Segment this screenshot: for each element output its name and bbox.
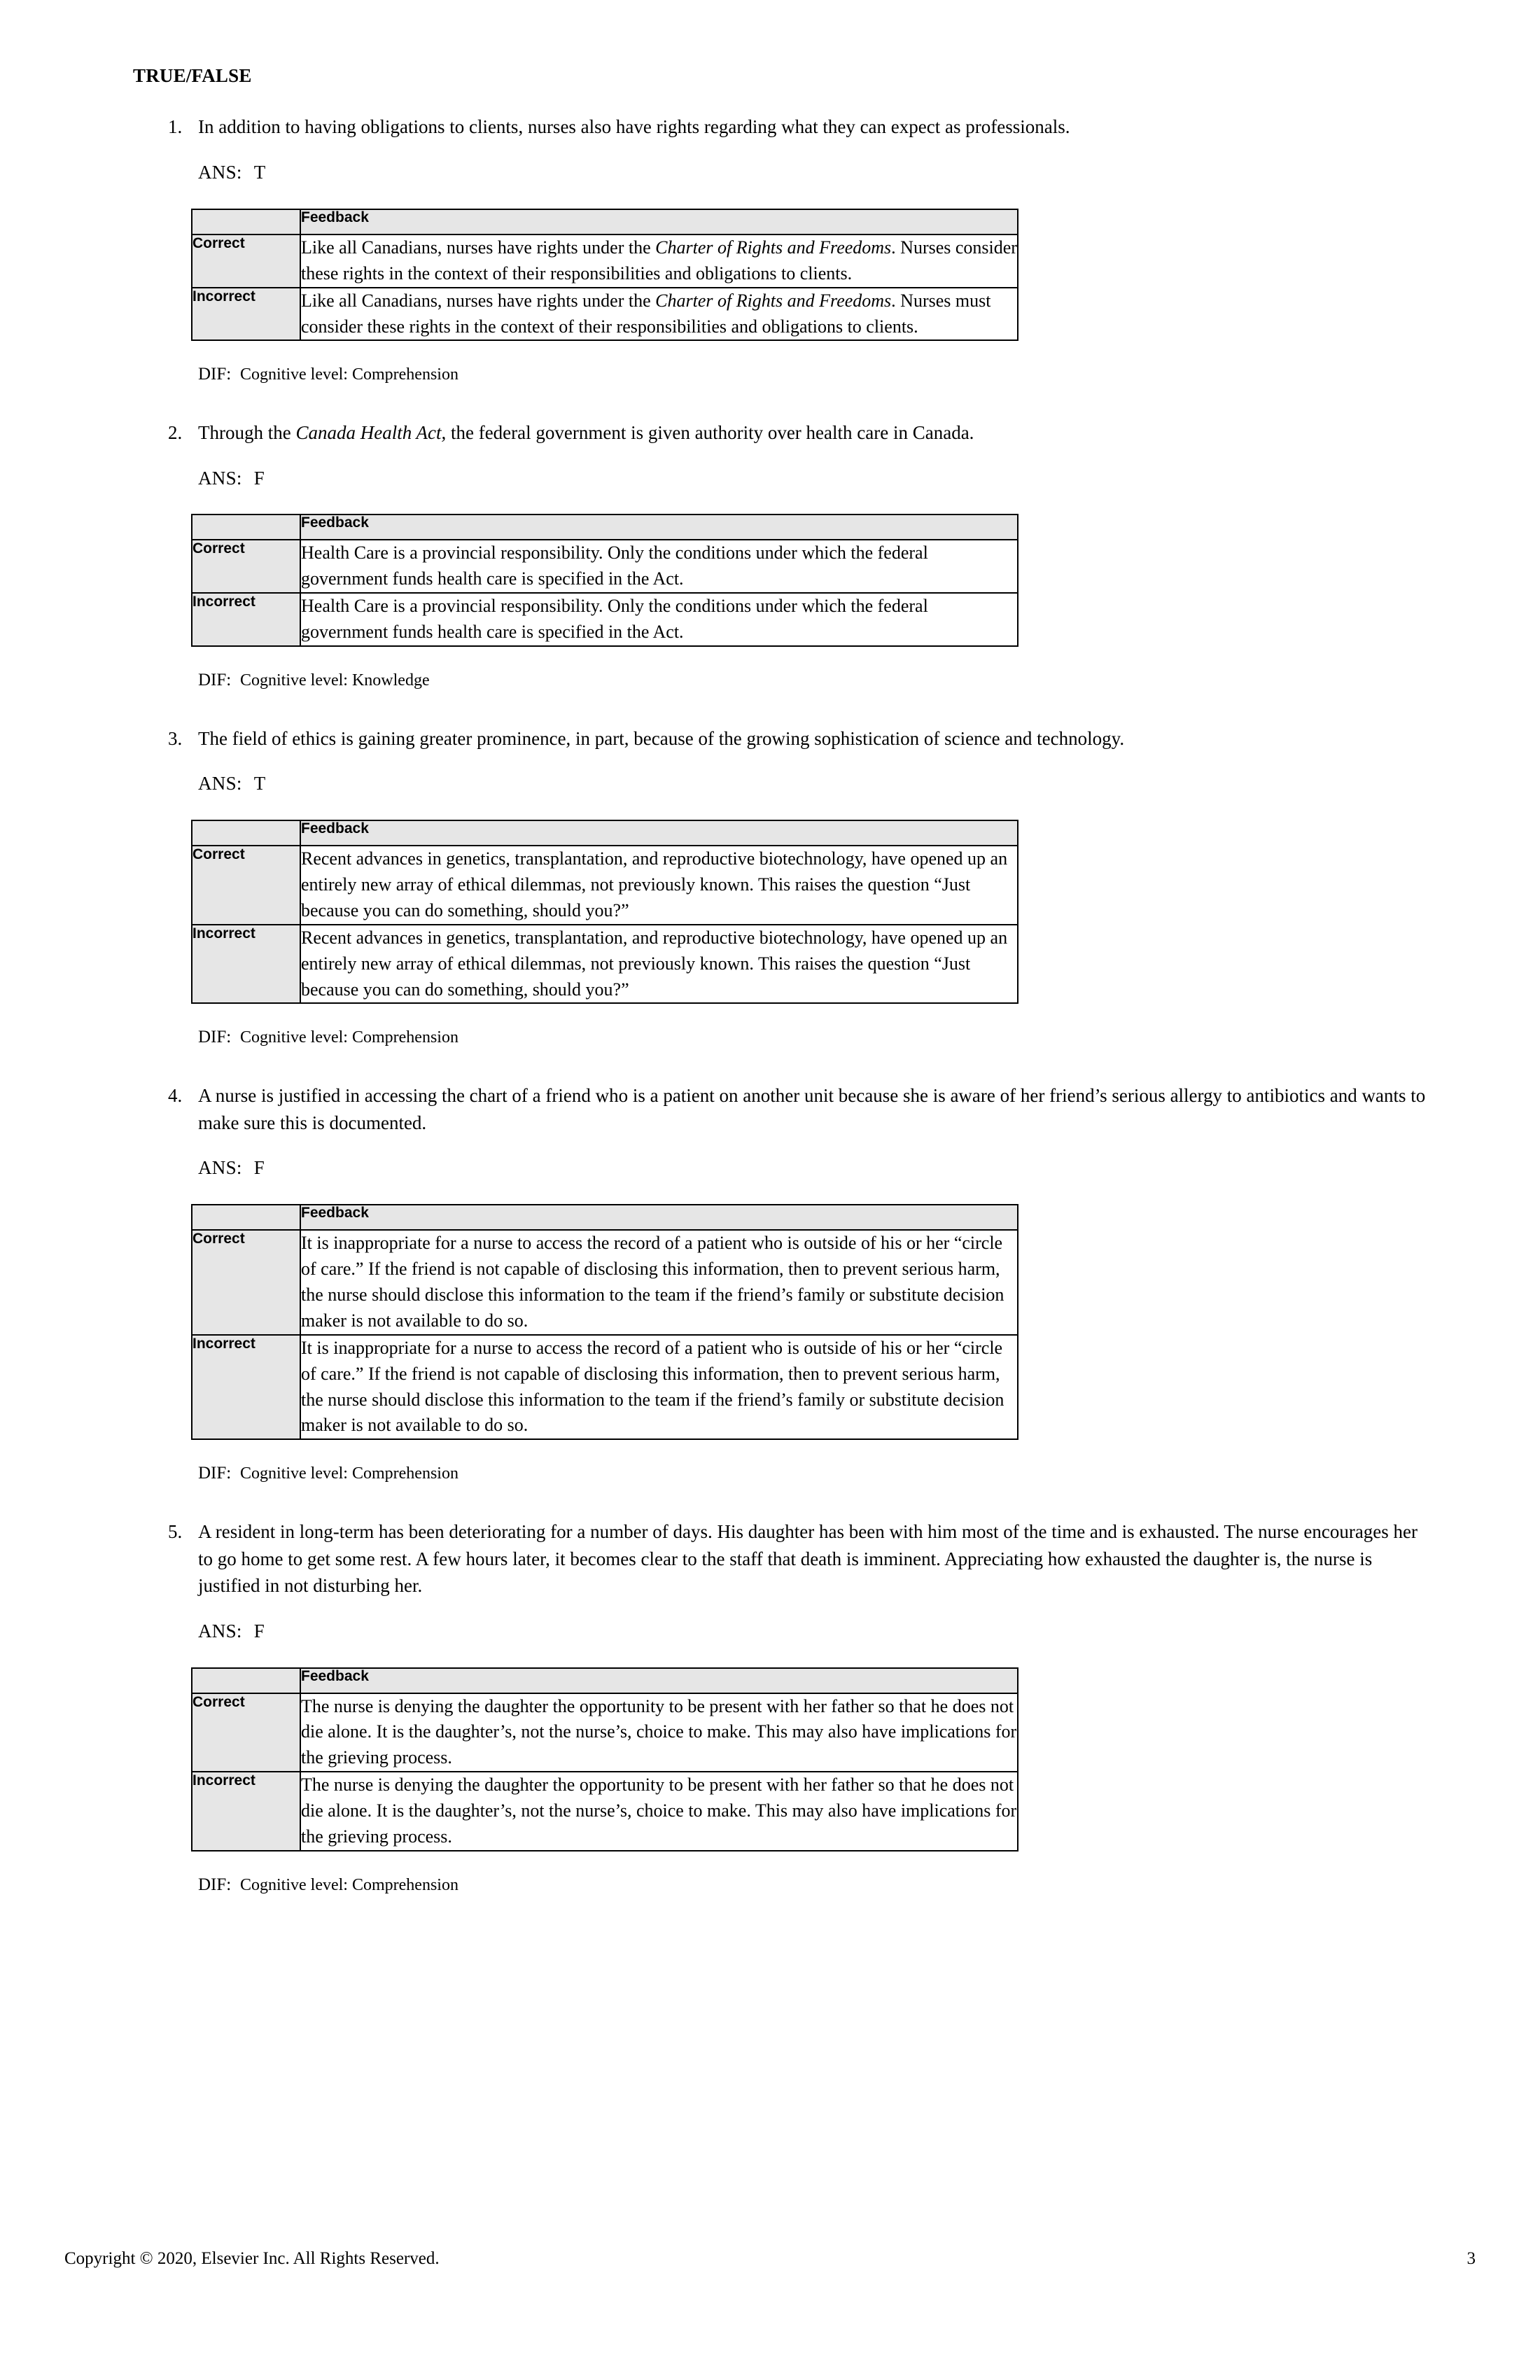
answer-line — [133, 160, 1435, 186]
feedback-table — [191, 1204, 1018, 1440]
answer-line — [133, 1155, 1435, 1182]
question-text: In addition to having obligations to clients, nurses also have rights regarding what they can expect as professionals. — [198, 116, 1070, 138]
answer-value: T — [253, 162, 266, 183]
difficulty-line — [133, 362, 1435, 387]
feedback-row-text-incorrect: Recent advances in genetics, transplantation, and reproductive biotechnology, have opened up an entirely new array of ethical dilemmas, not previously known. This raises the question “Just because you can do something, should you?” — [300, 925, 1018, 1004]
question-number: 1. — [168, 116, 183, 138]
answer-line — [133, 1618, 1435, 1645]
feedback-row-text-correct: Recent advances in genetics, transplantation, and reproductive biotechnology, have opened up an entirely new array of ethical dilemmas, not previously known. This raises the question “Just because you can do something, should you?” — [300, 846, 1018, 925]
difficulty-line — [133, 1461, 1435, 1486]
feedback-row-text-correct: It is inappropriate for a nurse to access the record of a patient who is outside of his or her “circle of care.” If the friend is not capable of disclosing this information, then to prevent serious harm, the nurse should disclose this information to the team if the friend’s family or substitute decision maker is not available to do so. — [300, 1230, 1018, 1335]
feedback-row-incorrect — [192, 1772, 1018, 1851]
feedback-row-text-correct: Health Care is a provincial responsibility. Only the conditions under which the federal government funds health care is specified in the Act. — [300, 540, 1018, 593]
answer-value: F — [253, 1620, 265, 1642]
difficulty-value: Cognitive level: Comprehension — [240, 1876, 458, 1894]
question-line — [133, 1518, 1435, 1600]
feedback-row-correct — [192, 1693, 1018, 1772]
question-block — [133, 725, 1435, 1050]
difficulty-label: DIF: — [198, 1028, 232, 1047]
feedback-row-label-correct: Correct — [192, 1230, 300, 1335]
feedback-table-wrapper — [133, 1204, 1435, 1440]
feedback-row-incorrect — [192, 288, 1018, 341]
feedback-table-wrapper — [133, 209, 1435, 342]
feedback-row-label-correct: Correct — [192, 234, 300, 288]
feedback-row-label-correct: Correct — [192, 846, 300, 925]
feedback-header-blank — [192, 514, 300, 540]
feedback-row-label-incorrect: Incorrect — [192, 1772, 300, 1851]
feedback-header-label: Feedback — [300, 209, 1018, 234]
difficulty-line — [133, 668, 1435, 693]
feedback-table-header-row — [192, 514, 1018, 540]
answer-label: ANS: — [198, 1157, 242, 1179]
question-text: The field of ethics is gaining greater prominence, in part, because of the growing sophistication of science and technology. — [198, 727, 1125, 749]
answer-value: F — [253, 467, 265, 489]
answer-label: ANS: — [198, 162, 242, 183]
feedback-row-correct — [192, 540, 1018, 593]
feedback-row-text-correct: Like all Canadians, nurses have rights under the Charter of Rights and Freedoms. Nurses consider these rights in the context of their responsibilities and obligations to clients. — [300, 234, 1018, 288]
difficulty-value: Cognitive level: Comprehension — [240, 365, 458, 384]
feedback-table-header-row — [192, 820, 1018, 846]
feedback-table — [191, 209, 1018, 342]
feedback-row-text-incorrect: Health Care is a provincial responsibility. Only the conditions under which the federal government funds health care is specified in the Act. — [300, 593, 1018, 646]
difficulty-value: Cognitive level: Comprehension — [240, 1028, 458, 1047]
feedback-table-wrapper — [133, 1667, 1435, 1851]
feedback-table-header-row — [192, 1205, 1018, 1230]
feedback-row-label-incorrect: Incorrect — [192, 593, 300, 646]
feedback-row-incorrect — [192, 1335, 1018, 1440]
question-block — [133, 1518, 1435, 1898]
feedback-header-blank — [192, 1668, 300, 1693]
difficulty-value: Cognitive level: Comprehension — [240, 1464, 458, 1483]
feedback-row-label-correct: Correct — [192, 540, 300, 593]
feedback-header-label: Feedback — [300, 1205, 1018, 1230]
feedback-table-wrapper — [133, 820, 1435, 1004]
feedback-table-header-row — [192, 209, 1018, 234]
question-number: 3. — [168, 727, 183, 749]
feedback-header-blank — [192, 820, 300, 846]
feedback-row-text-incorrect: The nurse is denying the daughter the opportunity to be present with her father so that he does not die alone. It is the daughter’s, not the nurse’s, choice to make. This may also have implications for the grieving process. — [300, 1772, 1018, 1851]
answer-label: ANS: — [198, 467, 242, 489]
difficulty-line — [133, 1025, 1435, 1050]
answer-value: F — [253, 1157, 265, 1179]
question-number: 2. — [168, 422, 183, 444]
question-number: 4. — [168, 1085, 183, 1107]
page-title: TRUE/FALSE — [133, 65, 252, 86]
question-line — [133, 419, 1435, 447]
difficulty-value: Cognitive level: Knowledge — [240, 671, 430, 690]
feedback-row-correct — [192, 234, 1018, 288]
difficulty-label: DIF: — [198, 365, 232, 384]
footer-copyright: Copyright © 2020, Elsevier Inc. All Rights Reserved. — [64, 2249, 440, 2268]
answer-line — [133, 465, 1435, 492]
question-line — [133, 1082, 1435, 1136]
answer-value: T — [253, 773, 266, 794]
feedback-row-incorrect — [192, 925, 1018, 1004]
answer-label: ANS: — [198, 773, 242, 794]
question-text: A resident in long-term has been deteriorating for a number of days. His daughter has been with him most of the time and is exhausted. The nurse encourages her to go home to get some rest. A few hours later, it becomes clear to the staff that death is imminent. Appreciating how exhausted the daughter is, the nurse is justified in not disturbing her. — [198, 1520, 1418, 1597]
feedback-table-wrapper — [133, 514, 1435, 647]
feedback-row-incorrect — [192, 593, 1018, 646]
answer-line — [133, 771, 1435, 797]
question-list — [133, 113, 1435, 1897]
page-content — [133, 64, 1435, 1930]
feedback-row-text-incorrect: Like all Canadians, nurses have rights under the Charter of Rights and Freedoms. Nurses must consider these rights in the context of their responsibilities and obligations to clients. — [300, 288, 1018, 341]
feedback-header-label: Feedback — [300, 1668, 1018, 1693]
feedback-table — [191, 514, 1018, 647]
feedback-row-label-incorrect: Incorrect — [192, 925, 300, 1004]
question-number: 5. — [168, 1520, 183, 1542]
feedback-table-header-row — [192, 1668, 1018, 1693]
question-line — [133, 725, 1435, 752]
feedback-table — [191, 820, 1018, 1004]
feedback-row-label-correct: Correct — [192, 1693, 300, 1772]
difficulty-label: DIF: — [198, 671, 232, 690]
footer-page-number: 3 — [1466, 2249, 1476, 2268]
difficulty-line — [133, 1872, 1435, 1898]
question-block — [133, 419, 1435, 693]
question-block — [133, 113, 1435, 387]
feedback-row-text-incorrect: It is inappropriate for a nurse to access the record of a patient who is outside of his or her “circle of care.” If the friend is not capable of disclosing this information, then to prevent serious harm, the nurse should disclose this information to the team if the friend’s family or substitute decision maker is not available to do so. — [300, 1335, 1018, 1440]
feedback-row-label-incorrect: Incorrect — [192, 1335, 300, 1440]
feedback-header-blank — [192, 209, 300, 234]
feedback-row-correct — [192, 846, 1018, 925]
answer-label: ANS: — [198, 1620, 242, 1642]
question-line — [133, 113, 1435, 141]
page-footer — [64, 2248, 1476, 2269]
feedback-header-label: Feedback — [300, 514, 1018, 540]
feedback-row-label-incorrect: Incorrect — [192, 288, 300, 341]
difficulty-label: DIF: — [198, 1875, 232, 1894]
feedback-header-blank — [192, 1205, 300, 1230]
feedback-row-text-correct: The nurse is denying the daughter the opportunity to be present with her father so that he does not die alone. It is the daughter’s, not the nurse’s, choice to make. This may also have implications for the grieving process. — [300, 1693, 1018, 1772]
difficulty-label: DIF: — [198, 1464, 232, 1483]
feedback-header-label: Feedback — [300, 820, 1018, 846]
feedback-row-correct — [192, 1230, 1018, 1335]
question-text: A nurse is justified in accessing the chart of a friend who is a patient on another unit because she is aware of her friend’s serious allergy to antibiotics and wants to make sure this is documented. — [198, 1085, 1426, 1133]
feedback-table — [191, 1667, 1018, 1851]
question-text: Through the Canada Health Act, the federal government is given authority over health care in Canada. — [198, 422, 974, 444]
question-block — [133, 1082, 1435, 1486]
